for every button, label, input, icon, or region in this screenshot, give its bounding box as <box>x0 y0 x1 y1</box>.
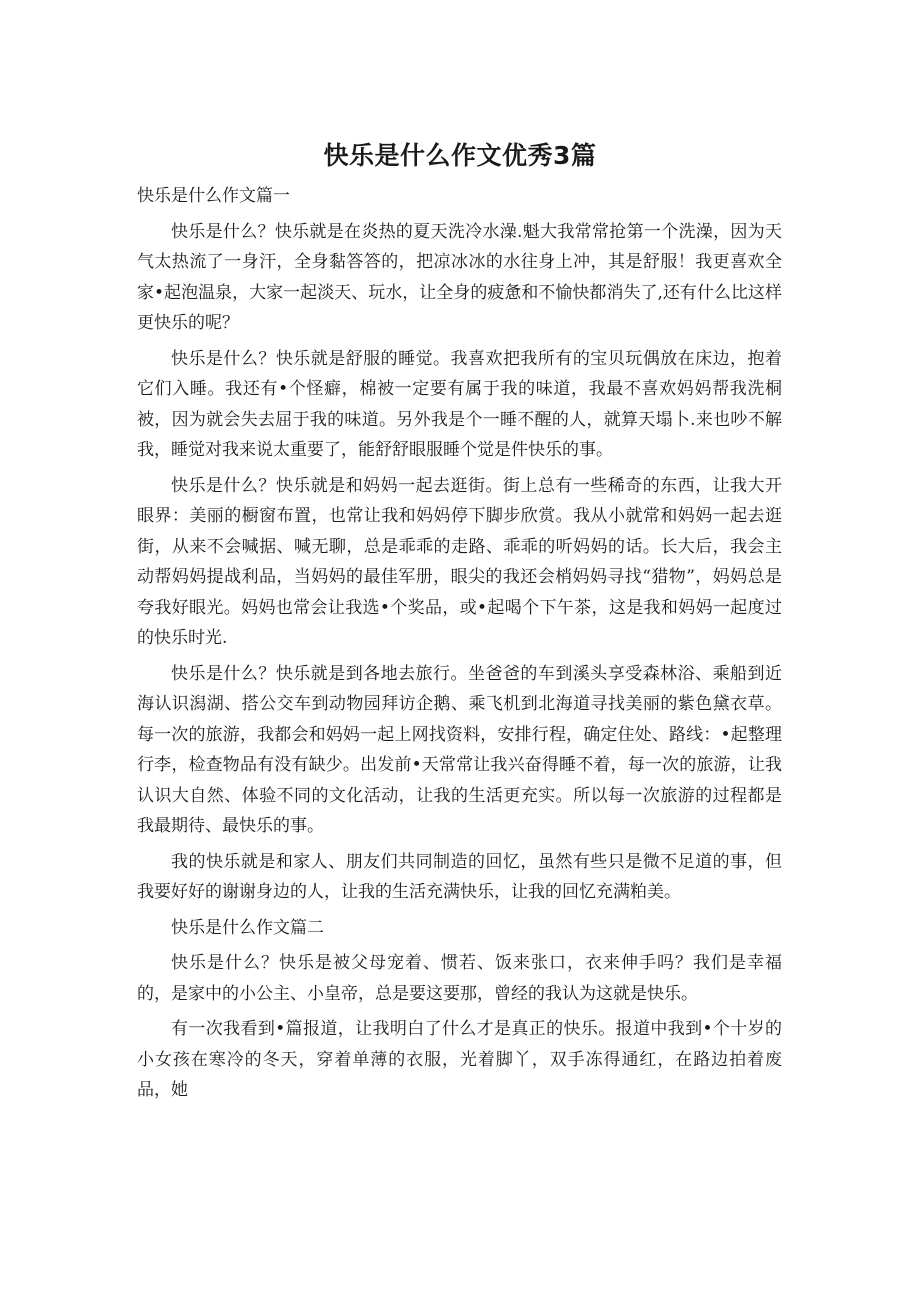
paragraph: 快乐是什么？快乐是被父母宠着、惯若、饭来张口，衣来伸手吗？我们是幸福的，是家中的小公主、小皇帝，总是要这要那，曾经的我认为这就是快乐。 <box>137 953 782 1004</box>
paragraph: 快乐是什么？快乐就是舒服的睡觉。我喜欢把我所有的宝贝玩偶放在床边，抱着它们入睡。我还有•个怪癖，棉被一定要有属于我的味道，我最不喜欢妈妈帮我洗桐被，因为就会失去屈于我的味道。另外我是个一睡不醒的人，就算天塌卜.来也吵不解我，睡觉对我来说太重要了，能舒舒眼服睡个觉是件快乐的事。 <box>137 348 782 460</box>
section-heading: 快乐是什么作文篇二 <box>171 917 324 938</box>
paragraph: 快乐是什么？快乐就是和妈妈一起去逛街。街上总有一些稀奇的东西，让我大开眼界：美丽的橱窗布置，也常让我和妈妈停下脚步欣赏。我从小就常和妈妈一起去逛街，从来不会喊据、喊无聊，总是乖乖的走路、乖乖的听妈妈的话。长大后，我会主动帮妈妈提战利品，当妈妈的最佳军册，眼尖的我还会梢妈妈寻找“猎物”，妈妈总是夸我好眼光。妈妈也常会让我选•个奖品，或•起喝个下午茶，这是我和妈妈一起度过的快乐时光. <box>137 475 782 648</box>
paragraph: 快乐是什么？快乐就是在炎热的夏天洗冷水澡.魁大我常常抢第一个洗澡，因为天气太热流了一身汗，全身黏答答的，把凉冰冰的水往身上冲，其是舒服！我更喜欢全家•起泡温泉，大家一起淡天、玩水，让全身的疲惫和不愉快都消失了,还有什么比这样更快乐的呢？ <box>137 221 782 333</box>
document-title: 快乐是什么作文优秀3篇 <box>323 141 597 170</box>
section-heading: 快乐是什么作文篇一 <box>137 186 290 206</box>
paragraph: 我的快乐就是和家人、朋友们共同制造的回忆，虽然有些只是微不足道的事，但我要好好的谢谢身边的人，让我的生活充满快乐，让我的回忆充满粕美。 <box>137 851 782 902</box>
paragraph: 快乐是什么？快乐就是到各地去旅行。坐爸爸的车到溪头享受森林浴、乘船到近海认识潟湖、搭公交车到动物园拜访企鹅、乘飞机到北海道寻找美丽的紫色黛衣草。每一次的旅游，我都会和妈妈一起上网找资料，安排行程，确定住处、路线：•起整理行李，检查物品有没有缺少。出发前•天常常让我兴奋得睡不着，每一次的旅游，让我认识大自然、体验不同的文化活动，让我的生活更充实。所以每一次旅游的过程都是我最期待、最快乐的事。 <box>137 663 782 836</box>
document-body <box>137 181 782 1111</box>
paragraph: 有一次我看到•篇报道，让我明白了什么才是真正的快乐。报道中我到•个十岁的小女孩在寒冷的冬天，穿着单薄的衣服，光着脚丫，双手冻得通红，在路边拍着废品，她 <box>137 1019 782 1100</box>
